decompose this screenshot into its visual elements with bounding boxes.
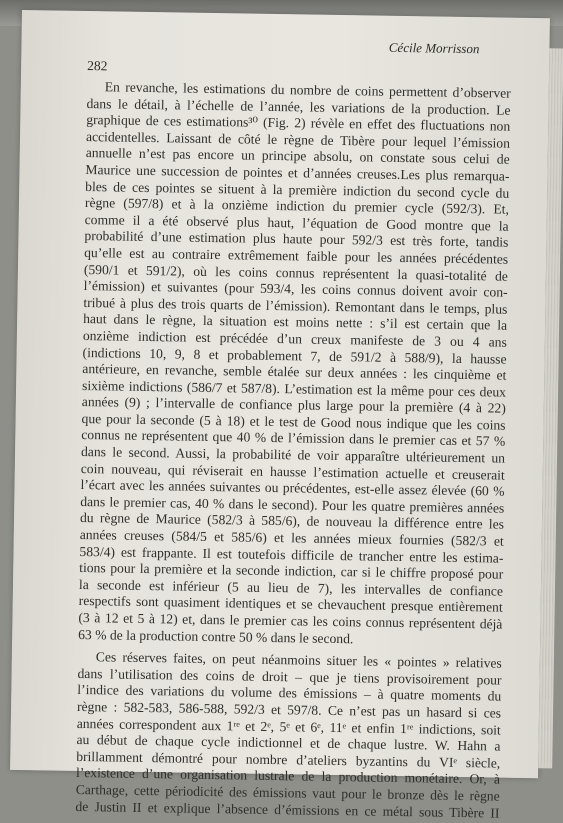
text-line: que pour la seconde (5 à 18) et le test de Good nous indique que les coins — [81, 410, 506, 433]
text-line: En revanche, les estimations du nombre de coins permettent d’observer — [104, 79, 511, 101]
text-line: probabilité d’une estimation plus haute pour 592/3 est très forte, tandis — [84, 228, 509, 251]
text-line: (indictions 10, 9, 8 et probablement 7, de 591/2 à 588/9), la hausse — [82, 344, 507, 367]
text-line: (590/1 et 591/2), où les coins connus représentent la quasi-totalité de — [83, 261, 509, 284]
text-line: au début de chaque cycle indictionnel et de chaque lustre. W. Hahn a — [76, 732, 501, 754]
text-line: (3 à 12 et 5 à 12) et, dans le premier cas les coins connus représentent déjà — [78, 609, 503, 632]
text-line: qu’elle est au contraire extrêmement faible pour les années précédentes — [84, 244, 509, 267]
page-edge — [538, 48, 563, 768]
running-head: Cécile Morrisson — [388, 39, 480, 57]
text-line: sixième indictions (586/7 et 587/8). L’estimation est la même pour ces deux — [81, 377, 507, 400]
text-line: annuelle n’est pas encore un principe absolu, on constate sous celui de — [85, 145, 510, 168]
text-line: dans le second. Aussi, la probabilité de voir apparaître ultérieurement un — [80, 444, 506, 466]
text-line: l’émission) et suivantes (pour 593/4, les coins connus doivent avoir con- — [83, 278, 508, 300]
text-line: Ces réserves faites, on peut néanmoins situer les « pointes » relatives — [95, 649, 502, 671]
text-line: 583/4) est frappante. Il est toutefois difficile de trancher entre les estima- — [79, 543, 504, 566]
text-line: de Justin II et explique l’absence d’émissions en ce métal sous Tibère II — [75, 798, 500, 821]
text-line: haut dans le règne, la situation est moins nette : s’il est certain que la — [83, 311, 508, 333]
text-line: tions pour la première et la seconde indiction, car si le chiffre proposé pour — [79, 560, 504, 582]
text-line: années creuses (584/5 et 585/6) et les années mieux fournies (582/3 et — [79, 527, 504, 549]
text-line: Maurice une succession de pointes et d’années creuses.Les plus remarqua- — [85, 161, 510, 184]
text-line: antérieure, en revanche, semble étalée sur deux années : les cinquième et — [82, 361, 507, 383]
text-line: connus ne représentent que 40 % de l’émission dans le premier cas et 57 % — [81, 427, 506, 450]
text-line: dans le premier cas, 40 % dans le second). Pour les quatre premières années — [80, 493, 505, 516]
text-line: du règne de Maurice (582/3 à 585/6), de nouveau la différence entre les — [79, 510, 505, 533]
text-line: onzième indiction est précédée d’un creux manifeste de 3 ou 4 ans — [82, 327, 507, 350]
page-number: 282 — [87, 58, 108, 74]
text-line: dans le détail, à l’échelle de l’année, les variations de la production. Le — [86, 95, 511, 118]
text-line: brillamment démontré pour nombre d’ateliers byzantins du VIᵉ siècle, — [76, 748, 501, 771]
text-line: l’écart avec les années suivantes ou précédentes, est-elle assez élevée (60 % — [80, 477, 505, 499]
body-text — [75, 79, 511, 822]
text-line: l’indice des variations du volume des émissions – à quatre moments du — [77, 682, 502, 704]
text-line: Carthage, cette périodicité des émissions vaut pour le bronze dès le règne — [75, 781, 500, 804]
text-line: accidentelles. Laissant de côté le règne de Tibère pour lequel l’émission — [85, 128, 511, 151]
text-line: années (9) ; l’intervalle de confiance plus large pour la première (4 à 22) — [81, 394, 506, 416]
text-line: règne : 582-583, 586-588, 592/3 et 597/8. Ce n’est pas un hasard si ces — [76, 698, 502, 721]
book-page — [10, 10, 550, 821]
text-line: respectifs sont quasiment identiques et se chevauchent presque entièrement — [78, 593, 503, 616]
text-line: l’existence d’une organisation lustrale de la production monétaire. Or, à — [75, 765, 501, 787]
text-line: dans l’utilisation des coins de droit – que je tiens provisoirement pour — [77, 665, 502, 688]
text-line: 63 % de la production contre 50 % dans le second. — [78, 626, 354, 646]
text-line: coin nouveau, qui réviserait en hausse l’estimation actuelle et creuserait — [80, 460, 505, 483]
text-line: bles de ces pointes se situent à la première indiction du second cycle du — [85, 178, 510, 201]
text-line: comme il a été observé plus haut, l’équation de Good montre que la — [84, 211, 509, 234]
text-line: graphique de ces estimations³⁰ (Fig. 2) révèle en effet des fluctuations non — [86, 112, 511, 134]
text-line: années correspondent aux 1ʳᵉ et 2ᵉ, 5ᵉ et 6ᵉ, 11ᵉ et enfin 1ʳᵉ indictions, soit — [76, 715, 501, 738]
text-line: tribué à plus des trois quarts de l’émission). Remontant dans le temps, plus — [83, 294, 508, 317]
text-line: règne (597/8) et à la onzième indiction du premier cycle (592/3). Et, — [84, 195, 510, 217]
text-line: la seconde est inférieur (5 au lieu de 7), les intervalles de confiance — [78, 576, 504, 599]
